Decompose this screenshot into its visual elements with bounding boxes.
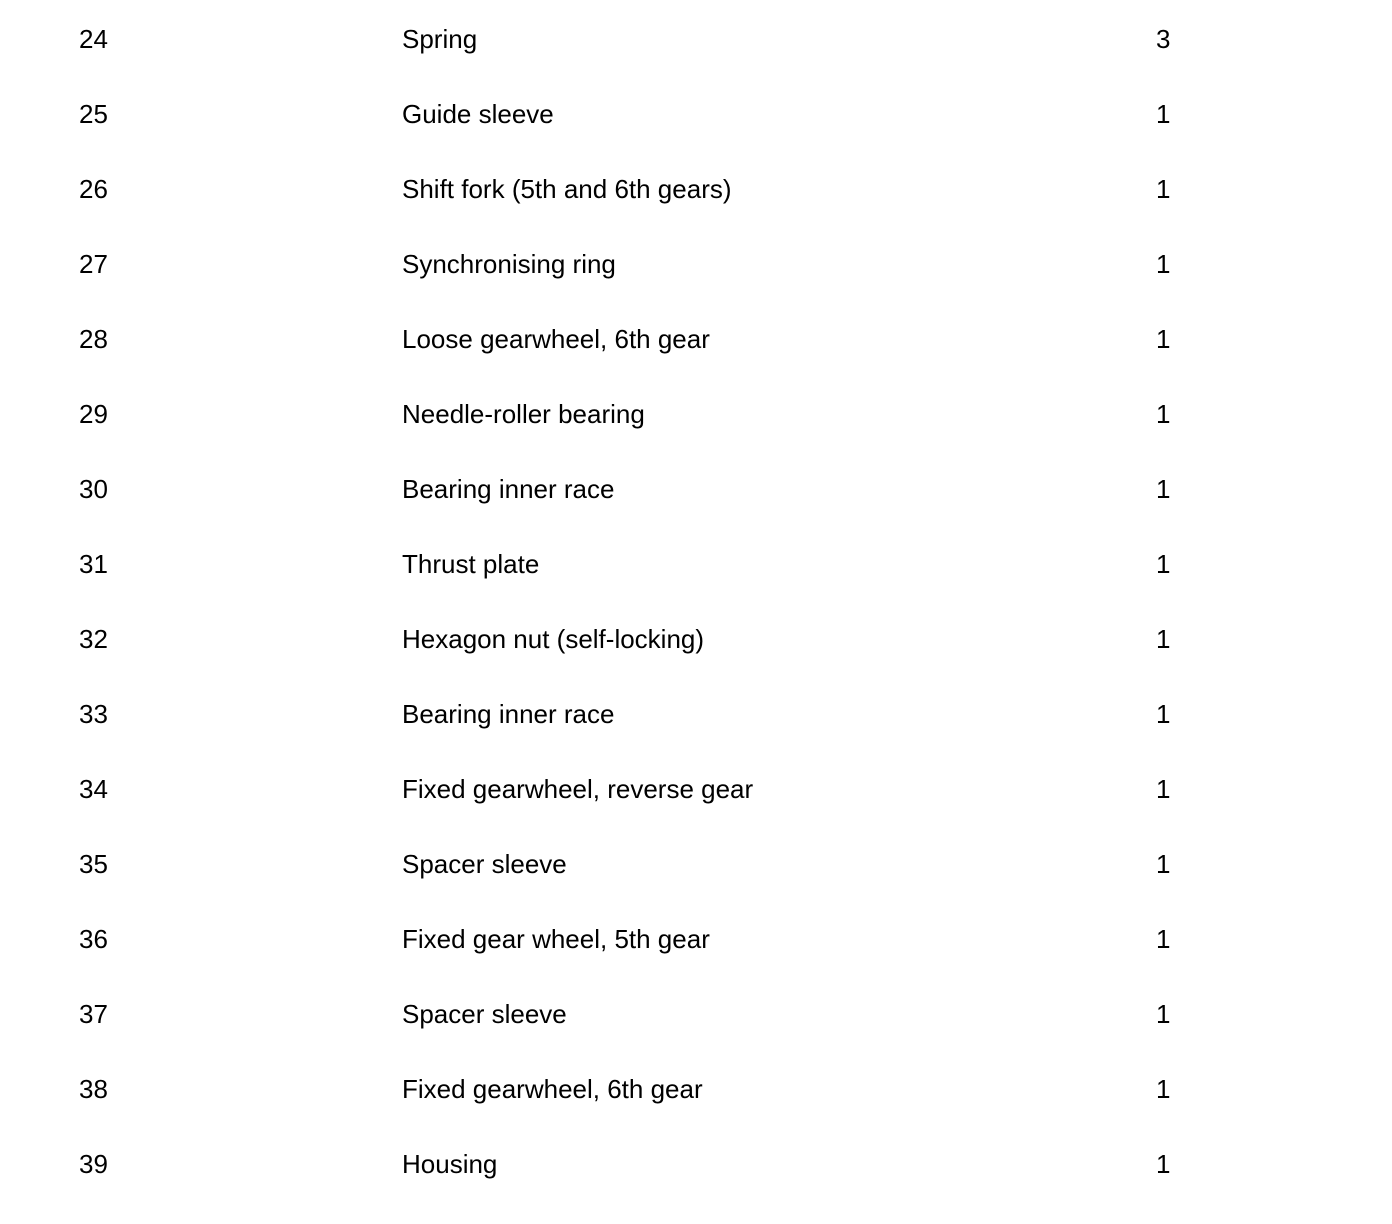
part-quantity: 1 [1156,1074,1171,1104]
part-description: Fixed gearwheel, reverse gear [402,774,754,804]
part-row [0,525,1392,600]
part-quantity: 1 [1156,924,1171,954]
part-description: Synchronising ring [402,249,616,279]
part-number: 39 [79,1149,108,1179]
part-number: 30 [79,474,108,504]
part-number: 32 [79,624,108,654]
part-quantity: 1 [1156,99,1171,129]
part-number: 29 [79,399,108,429]
part-description: Thrust plate [402,549,540,579]
part-number: 27 [79,249,108,279]
part-number: 26 [79,174,108,204]
part-description: Bearing inner race [402,474,615,504]
part-row [0,975,1392,1050]
part-number: 28 [79,324,108,354]
part-row [0,300,1392,375]
part-number: 38 [79,1074,108,1104]
part-row [0,750,1392,825]
part-description: Spacer sleeve [402,849,567,879]
part-description: Needle-roller bearing [402,399,645,429]
part-row [0,600,1392,675]
part-description: Loose gearwheel, 6th gear [402,324,710,354]
part-quantity: 1 [1156,999,1171,1029]
part-quantity: 1 [1156,849,1171,879]
part-number: 25 [79,99,108,129]
part-row [0,1050,1392,1125]
part-quantity: 1 [1156,174,1171,204]
part-row [0,225,1392,300]
part-row [0,825,1392,900]
part-quantity: 1 [1156,1149,1171,1179]
part-quantity: 3 [1156,24,1171,54]
part-description: Fixed gear wheel, 5th gear [402,924,710,954]
part-quantity: 1 [1156,249,1171,279]
part-quantity: 1 [1156,549,1171,579]
part-number: 33 [79,699,108,729]
part-number: 37 [79,999,108,1029]
part-description: Spring [402,24,478,54]
part-quantity: 1 [1156,624,1171,654]
part-description: Fixed gearwheel, 6th gear [402,1074,703,1104]
part-quantity: 1 [1156,474,1171,504]
part-row [0,150,1392,225]
part-description: Shift fork (5th and 6th gears) [402,174,732,204]
part-quantity: 1 [1156,699,1171,729]
part-description: Housing [402,1149,498,1179]
part-row [0,675,1392,750]
part-description: Guide sleeve [402,99,554,129]
part-description: Spacer sleeve [402,999,567,1029]
part-row [0,375,1392,450]
part-number: 24 [79,24,108,54]
part-row [0,1125,1392,1200]
part-number: 35 [79,849,108,879]
part-description: Hexagon nut (self-locking) [402,624,705,654]
part-row [0,900,1392,975]
part-quantity: 1 [1156,399,1171,429]
part-quantity: 1 [1156,324,1171,354]
part-row [0,75,1392,150]
part-number: 31 [79,549,108,579]
part-row [0,0,1392,75]
part-number: 36 [79,924,108,954]
part-quantity: 1 [1156,774,1171,804]
part-description: Bearing inner race [402,699,615,729]
part-number: 34 [79,774,108,804]
part-row [0,450,1392,525]
